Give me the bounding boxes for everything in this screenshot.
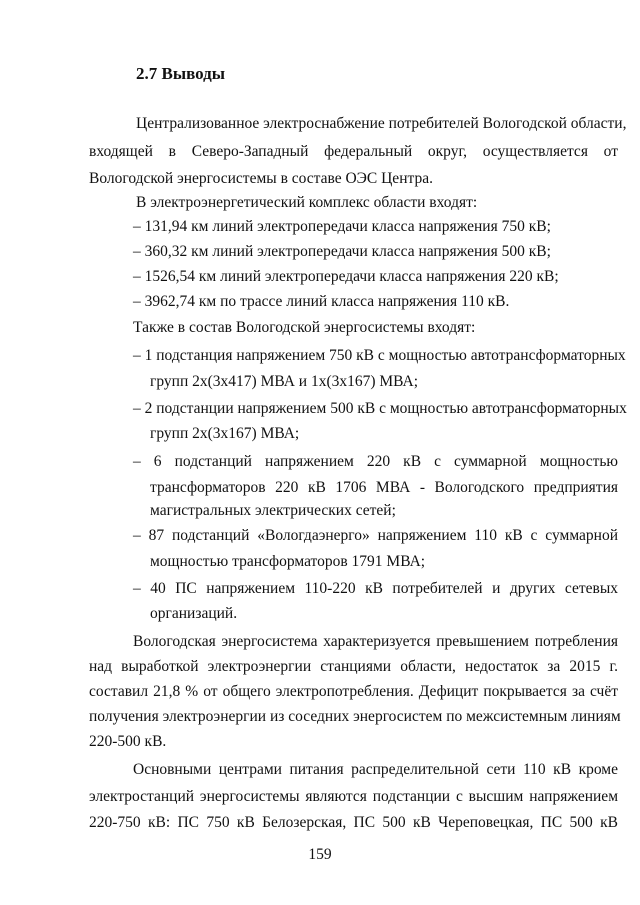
- substation-item-4-line-1: – 87 подстанций «Вологдаэнерго» напряжением 110 кВ с суммарной: [133, 527, 618, 544]
- substation-item-5-line-1: – 40 ПС напряжением 110-220 кВ потребителей и других сетевых: [133, 580, 618, 597]
- substation-item-1-line-2: групп 2х(3х417) МВА и 1х(3х167) МВА;: [150, 373, 419, 390]
- paragraph-5-line-2: электростанций энергосистемы являются подстанции с высшим напряжением: [89, 788, 618, 805]
- paragraph-4-line-2: над выработкой электроэнергии станциями области, недостаток за 2015 г.: [89, 658, 618, 675]
- paragraph-3-intro: Также в состав Вологодской энергосистемы входят:: [133, 319, 476, 336]
- substation-item-5-line-2: организаций.: [150, 605, 238, 622]
- paragraph-1-line-3: Вологодской энергосистемы в составе ОЭС Центра.: [89, 170, 433, 187]
- page-number: 159: [308, 846, 332, 863]
- substation-item-3-line-3: магистральных электрических сетей;: [150, 502, 396, 519]
- paragraph-4-line-5: 220-500 кВ.: [89, 733, 167, 750]
- paragraph-4-line-4: получения электроэнергии из соседних энергосистем по межсистемным линиям: [89, 708, 621, 725]
- substation-item-3-line-1: – 6 подстанций напряжением 220 кВ с суммарной мощностью: [133, 453, 618, 470]
- list-item: – 131,94 км линий электропередачи класса напряжения 750 кВ;: [133, 218, 551, 235]
- list-item: – 3962,74 км по трассе линий класса напряжения 110 кВ.: [133, 293, 510, 310]
- paragraph-4-line-3: составил 21,8 % от общего электропотребления. Дефицит покрывается за счёт: [89, 683, 618, 700]
- substation-item-2-line-1: – 2 подстанции напряжением 500 кВ с мощностью автотрансформаторных: [133, 400, 627, 417]
- list-item: – 360,32 км линий электропередачи класса напряжения 500 кВ;: [133, 243, 551, 260]
- paragraph-2-intro: В электроэнергетический комплекс области входят:: [136, 194, 478, 211]
- paragraph-1-line-1: Централизованное электроснабжение потребителей Вологодской области,: [136, 115, 627, 132]
- paragraph-5-line-3: 220-750 кВ: ПС 750 кВ Белозерская, ПС 500 кВ Череповецкая, ПС 500 кВ: [89, 814, 618, 831]
- substation-item-4-line-2: мощностью трансформаторов 1791 МВА;: [150, 553, 426, 570]
- paragraph-4-line-1: Вологодская энергосистема характеризуется превышением потребления: [133, 633, 618, 650]
- paragraph-5-line-1: Основными центрами питания распределительной сети 110 кВ кроме: [133, 761, 618, 778]
- substation-item-1-line-1: – 1 подстанция напряжением 750 кВ с мощностью автотрансформаторных: [133, 347, 626, 364]
- paragraph-1-line-2: входящей в Северо-Западный федеральный округ, осуществляется от: [89, 143, 618, 160]
- section-heading: 2.7 Выводы: [136, 64, 226, 83]
- substation-item-3-line-2: трансформаторов 220 кВ 1706 МВА - Вологодского предприятия: [150, 479, 618, 496]
- list-item: – 1526,54 км линий электропередачи класса напряжения 220 кВ;: [133, 268, 559, 285]
- substation-item-2-line-2: групп 2х(3х167) МВА;: [150, 425, 300, 442]
